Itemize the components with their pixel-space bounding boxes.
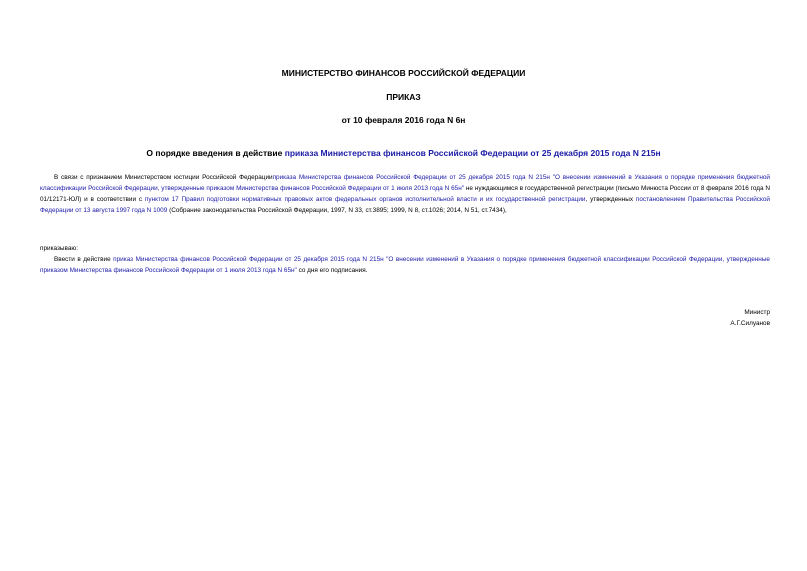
- order-text-2: со дня его подписания.: [296, 267, 368, 274]
- date-number-heading: от 10 февраля 2016 года N 6н: [341, 115, 466, 125]
- order-text-1: Ввести в действие: [54, 256, 114, 263]
- paragraph-order: [40, 254, 770, 276]
- para1-link-resolution-1009[interactable]: постановлением Правительства Российской Федерации от 13 августа 1997 года N 1009: [40, 196, 770, 214]
- ministry-heading: МИНИСТЕРСТВО ФИНАНСОВ РОССИЙСКОЙ ФЕДЕРАЦИИ: [281, 68, 526, 78]
- order-link-215n[interactable]: приказ Министерства финансов Российской Федерации от 25 декабря 2015 года N 215н "О внесении изменений в Указания о порядке применения бюджетной классификации Российской Федерации, утвержденные приказом Министерства финансов Российской Федерации от 1 июля 2013 года N 65н": [40, 256, 770, 274]
- para1-text-2: не нуждающимся в государственной регистрации (письмо Минюста России от 8 февраля 2016 года N 01/12171-ЮЛ) и в соответствии с: [40, 185, 770, 203]
- paragraph-basis: [40, 172, 770, 216]
- signature-name: А.Г.Силуанов: [730, 320, 770, 327]
- para1-text-4: (Собрание законодательства Российской Федерации, 1997, N 33, ст.3895; 1999, N 8, ст.1026; 2014, N 51, ст.7434),: [167, 207, 507, 214]
- order-label: приказываю:: [40, 245, 78, 252]
- doc-type-heading: ПРИКАЗ: [386, 92, 421, 102]
- para1-link-rules-p17[interactable]: пунктом 17 Правил подготовки нормативных правовых актов федеральных органов исполнительной власти и их государственной регистрации: [144, 196, 586, 203]
- title-prefix: О порядке введения в действие: [146, 148, 285, 158]
- para1-link-order-215n[interactable]: приказа Министерства финансов Российской Федерации от 25 декабря 2015 года N 215н "О внесении изменений в Указания о порядке применения бюджетной классификации Российской Федерации, утвержденные приказом Министерства финансов Российской Федерации от 1 июля 2013 года N 65н": [40, 174, 770, 192]
- title-link[interactable]: приказа Министерства финансов Российской Федерации от 25 декабря 2015 года N 215н: [284, 148, 661, 158]
- para1-text-1: В связи с признанием Министерством юстиции Российской Федерации: [54, 174, 273, 181]
- signature-position: Министр: [744, 309, 770, 316]
- para1-text-3: , утвержденных: [585, 196, 636, 203]
- document-title: [0, 148, 807, 159]
